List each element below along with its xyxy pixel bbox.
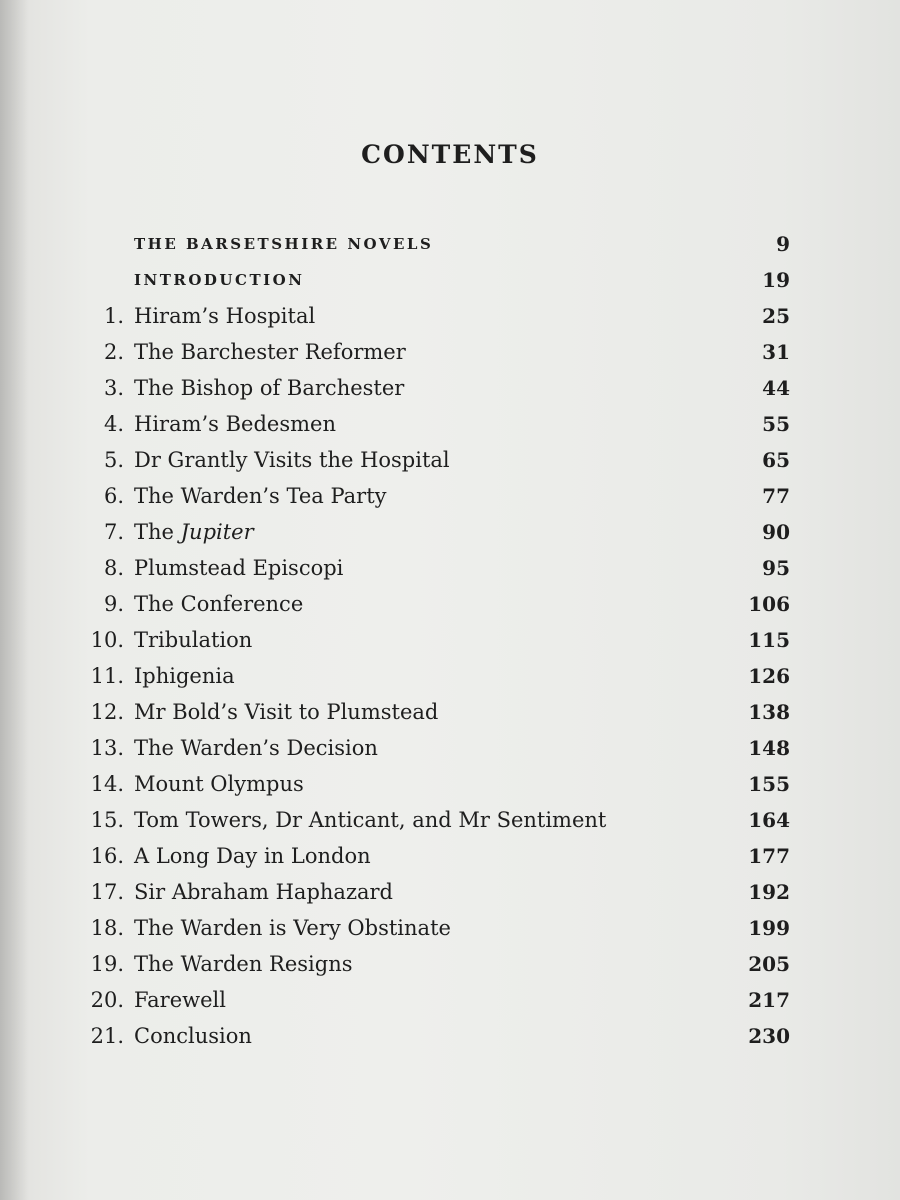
toc-entry <box>0 1018 900 1054</box>
chapter-number: 5. <box>103 448 124 472</box>
chapter-number: 20. <box>90 988 124 1012</box>
chapter-number: 11. <box>90 664 124 688</box>
page-number: 115 <box>748 628 790 652</box>
page-number: 44 <box>762 376 790 400</box>
page-number: 138 <box>748 700 790 724</box>
toc-entry <box>0 514 900 550</box>
chapter-number: 19. <box>90 952 124 976</box>
chapter-title: Plumstead Episcopi <box>134 556 344 580</box>
chapter-title: Mr Bold’s Visit to Plumstead <box>134 700 439 724</box>
chapter-number: 7. <box>103 520 124 544</box>
chapter-title: Hiram’s Hospital <box>134 304 316 328</box>
page-number: 19 <box>762 268 790 292</box>
toc-entry <box>0 874 900 910</box>
page-title: CONTENTS <box>361 140 539 169</box>
chapter-title: The Warden Resigns <box>134 952 353 976</box>
chapter-number: 13. <box>90 736 124 760</box>
chapter-number: 15. <box>90 808 124 832</box>
chapter-title: The Warden is Very Obstinate <box>134 916 451 940</box>
toc-entry <box>0 658 900 694</box>
chapter-number: 6. <box>103 484 124 508</box>
page-number: 155 <box>748 772 790 796</box>
page-number: 192 <box>748 880 790 904</box>
chapter-title: The Barchester Reformer <box>134 340 406 364</box>
toc-entry <box>0 586 900 622</box>
chapter-title-prefix: The <box>134 520 181 544</box>
chapter-number: 3. <box>103 376 124 400</box>
chapter-title: Tom Towers, Dr Anticant, and Mr Sentiment <box>134 808 607 832</box>
chapter-title <box>134 514 254 550</box>
page-number: 106 <box>748 592 790 616</box>
page-number: 177 <box>748 844 790 868</box>
chapter-number: 21. <box>90 1024 124 1048</box>
chapter-title: Sir Abraham Haphazard <box>134 880 394 904</box>
toc-entry <box>0 442 900 478</box>
toc-entry <box>0 298 900 334</box>
toc-entry <box>0 478 900 514</box>
toc-entry <box>0 550 900 586</box>
page-number: 126 <box>748 664 790 688</box>
chapter-number: 10. <box>90 628 124 652</box>
toc-entry <box>0 730 900 766</box>
toc-entry <box>0 766 900 802</box>
toc-entry <box>0 946 900 982</box>
toc-entry <box>0 334 900 370</box>
chapter-title-italic: Jupiter <box>180 520 254 544</box>
page-number: 95 <box>762 556 790 580</box>
chapter-number: 12. <box>90 700 124 724</box>
chapter-number: 1. <box>103 304 124 328</box>
chapter-title: INTRODUCTION <box>134 271 305 289</box>
chapter-number: 4. <box>103 412 124 436</box>
toc-entry <box>0 802 900 838</box>
page-number: 55 <box>762 412 790 436</box>
chapter-title: The Bishop of Barchester <box>134 376 405 400</box>
chapter-title: Dr Grantly Visits the Hospital <box>134 448 450 472</box>
page-number: 77 <box>762 484 790 508</box>
chapter-title: The Warden’s Tea Party <box>134 484 387 508</box>
chapter-number: 9. <box>103 592 124 616</box>
page-number: 205 <box>748 952 790 976</box>
chapter-number: 18. <box>90 916 124 940</box>
chapter-title: The Warden’s Decision <box>134 736 378 760</box>
chapter-title: Hiram’s Bedesmen <box>134 412 337 436</box>
chapter-number: 16. <box>90 844 124 868</box>
chapter-number: 17. <box>90 880 124 904</box>
chapter-title: Iphigenia <box>134 664 235 688</box>
toc-entry <box>0 226 900 262</box>
page-number: 90 <box>762 520 790 544</box>
chapter-number: 2. <box>103 340 124 364</box>
page-number: 25 <box>762 304 790 328</box>
toc-entry <box>0 982 900 1018</box>
chapter-title: The Conference <box>134 592 304 616</box>
toc-entry <box>0 694 900 730</box>
page-number: 148 <box>748 736 790 760</box>
chapter-title: A Long Day in London <box>134 844 371 868</box>
chapter-number: 14. <box>90 772 124 796</box>
page-number: 65 <box>762 448 790 472</box>
chapter-title: Farewell <box>134 988 226 1012</box>
toc-entry <box>0 262 900 298</box>
page-number: 164 <box>748 808 790 832</box>
page-number: 230 <box>748 1024 790 1048</box>
page-number: 9 <box>776 232 790 256</box>
page-number: 31 <box>762 340 790 364</box>
chapter-title: Mount Olympus <box>134 772 304 796</box>
toc-entry <box>0 370 900 406</box>
toc-entry <box>0 406 900 442</box>
page-number: 217 <box>748 988 790 1012</box>
chapter-title: THE BARSETSHIRE NOVELS <box>134 235 434 253</box>
toc-entry <box>0 838 900 874</box>
page-number: 199 <box>748 916 790 940</box>
table-of-contents <box>0 226 900 1054</box>
chapter-title: Conclusion <box>134 1024 252 1048</box>
chapter-number: 8. <box>103 556 124 580</box>
chapter-title: Tribulation <box>134 628 253 652</box>
toc-entry <box>0 910 900 946</box>
toc-entry <box>0 622 900 658</box>
